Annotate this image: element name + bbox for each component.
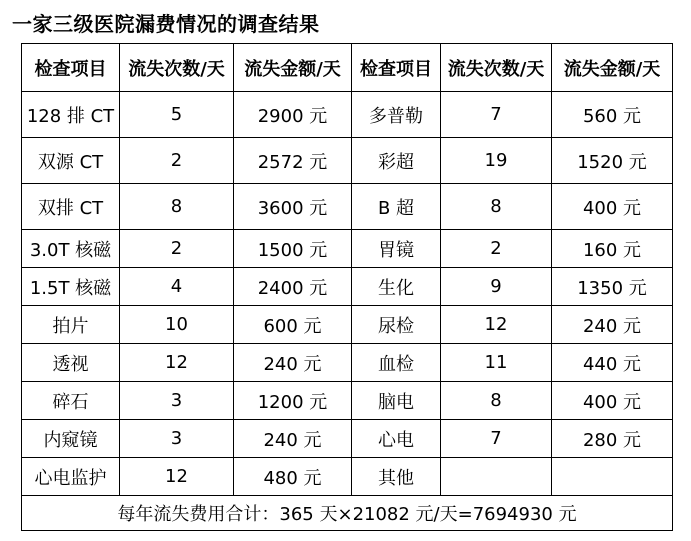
table-cell: 碎石 (22, 382, 120, 420)
table-cell: 3600 元 (234, 184, 352, 230)
table-row (22, 344, 673, 382)
table-cell: 生化 (352, 268, 441, 306)
table-cell: 400 元 (552, 382, 673, 420)
table-cell: 480 元 (234, 458, 352, 496)
table-cell: 9 (441, 268, 552, 306)
table-cell: 1500 元 (234, 230, 352, 268)
table-cell: 240 元 (234, 344, 352, 382)
table-cell: 5 (120, 92, 234, 138)
table-cell: 1200 元 (234, 382, 352, 420)
leakage-table (21, 43, 673, 531)
table-cell: 160 元 (552, 230, 673, 268)
table-cell: 2400 元 (234, 268, 352, 306)
table-cell: 心电监护 (22, 458, 120, 496)
table-cell: 400 元 (552, 184, 673, 230)
table-cell: 440 元 (552, 344, 673, 382)
header-cell: 流失次数/天 (441, 44, 552, 92)
table-cell: 胃镜 (352, 230, 441, 268)
table-cell: 8 (120, 184, 234, 230)
table-cell: 血检 (352, 344, 441, 382)
table-cell: 3 (120, 420, 234, 458)
table-cell: 尿检 (352, 306, 441, 344)
table-cell: 脑电 (352, 382, 441, 420)
table-cell: 彩超 (352, 138, 441, 184)
table-cell: 其他 (352, 458, 441, 496)
table-cell: 2900 元 (234, 92, 352, 138)
table-cell: 拍片 (22, 306, 120, 344)
footer-row (22, 496, 673, 531)
header-cell: 流失次数/天 (120, 44, 234, 92)
table-cell: 8 (441, 184, 552, 230)
table-cell: 3 (120, 382, 234, 420)
table-row (22, 458, 673, 496)
table-cell: 4 (120, 268, 234, 306)
table-cell: 1.5T 核磁 (22, 268, 120, 306)
table-row (22, 92, 673, 138)
table-cell: 280 元 (552, 420, 673, 458)
table-cell: 1350 元 (552, 268, 673, 306)
table-cell: 240 元 (234, 420, 352, 458)
table-cell: 双排 CT (22, 184, 120, 230)
header-cell: 检查项目 (22, 44, 120, 92)
table-cell: 600 元 (234, 306, 352, 344)
table-row (22, 138, 673, 184)
table-cell: 19 (441, 138, 552, 184)
table-cell: 2572 元 (234, 138, 352, 184)
page-title: 一家三级医院漏费情况的调查结果 (12, 12, 320, 36)
table-cell: 10 (120, 306, 234, 344)
table-cell: 内窥镜 (22, 420, 120, 458)
table-cell: 11 (441, 344, 552, 382)
table-cell: 2 (120, 230, 234, 268)
table-row (22, 230, 673, 268)
table-cell: 3.0T 核磁 (22, 230, 120, 268)
table-cell: 1520 元 (552, 138, 673, 184)
table-row (22, 306, 673, 344)
table-cell: B 超 (352, 184, 441, 230)
table-row (22, 420, 673, 458)
table-cell: 2 (120, 138, 234, 184)
header-cell: 检查项目 (352, 44, 441, 92)
table-cell: 128 排 CT (22, 92, 120, 138)
table-cell: 8 (441, 382, 552, 420)
table-cell: 7 (441, 92, 552, 138)
table-cell: 12 (120, 458, 234, 496)
table-cell: 12 (120, 344, 234, 382)
table-row (22, 184, 673, 230)
table-cell: 双源 CT (22, 138, 120, 184)
table-cell: 12 (441, 306, 552, 344)
table-cell: 心电 (352, 420, 441, 458)
table-cell (552, 458, 673, 496)
table-row (22, 382, 673, 420)
header-cell: 流失金额/天 (552, 44, 673, 92)
table-cell: 560 元 (552, 92, 673, 138)
table-cell: 7 (441, 420, 552, 458)
table-cell: 240 元 (552, 306, 673, 344)
table-cell (441, 458, 552, 496)
table-cell: 多普勒 (352, 92, 441, 138)
table-cell: 透视 (22, 344, 120, 382)
header-row (22, 44, 673, 92)
header-cell: 流失金额/天 (234, 44, 352, 92)
table-row (22, 268, 673, 306)
total-summary: 每年流失费用合计：365 天×21082 元/天=7694930 元 (22, 496, 673, 531)
table-cell: 2 (441, 230, 552, 268)
